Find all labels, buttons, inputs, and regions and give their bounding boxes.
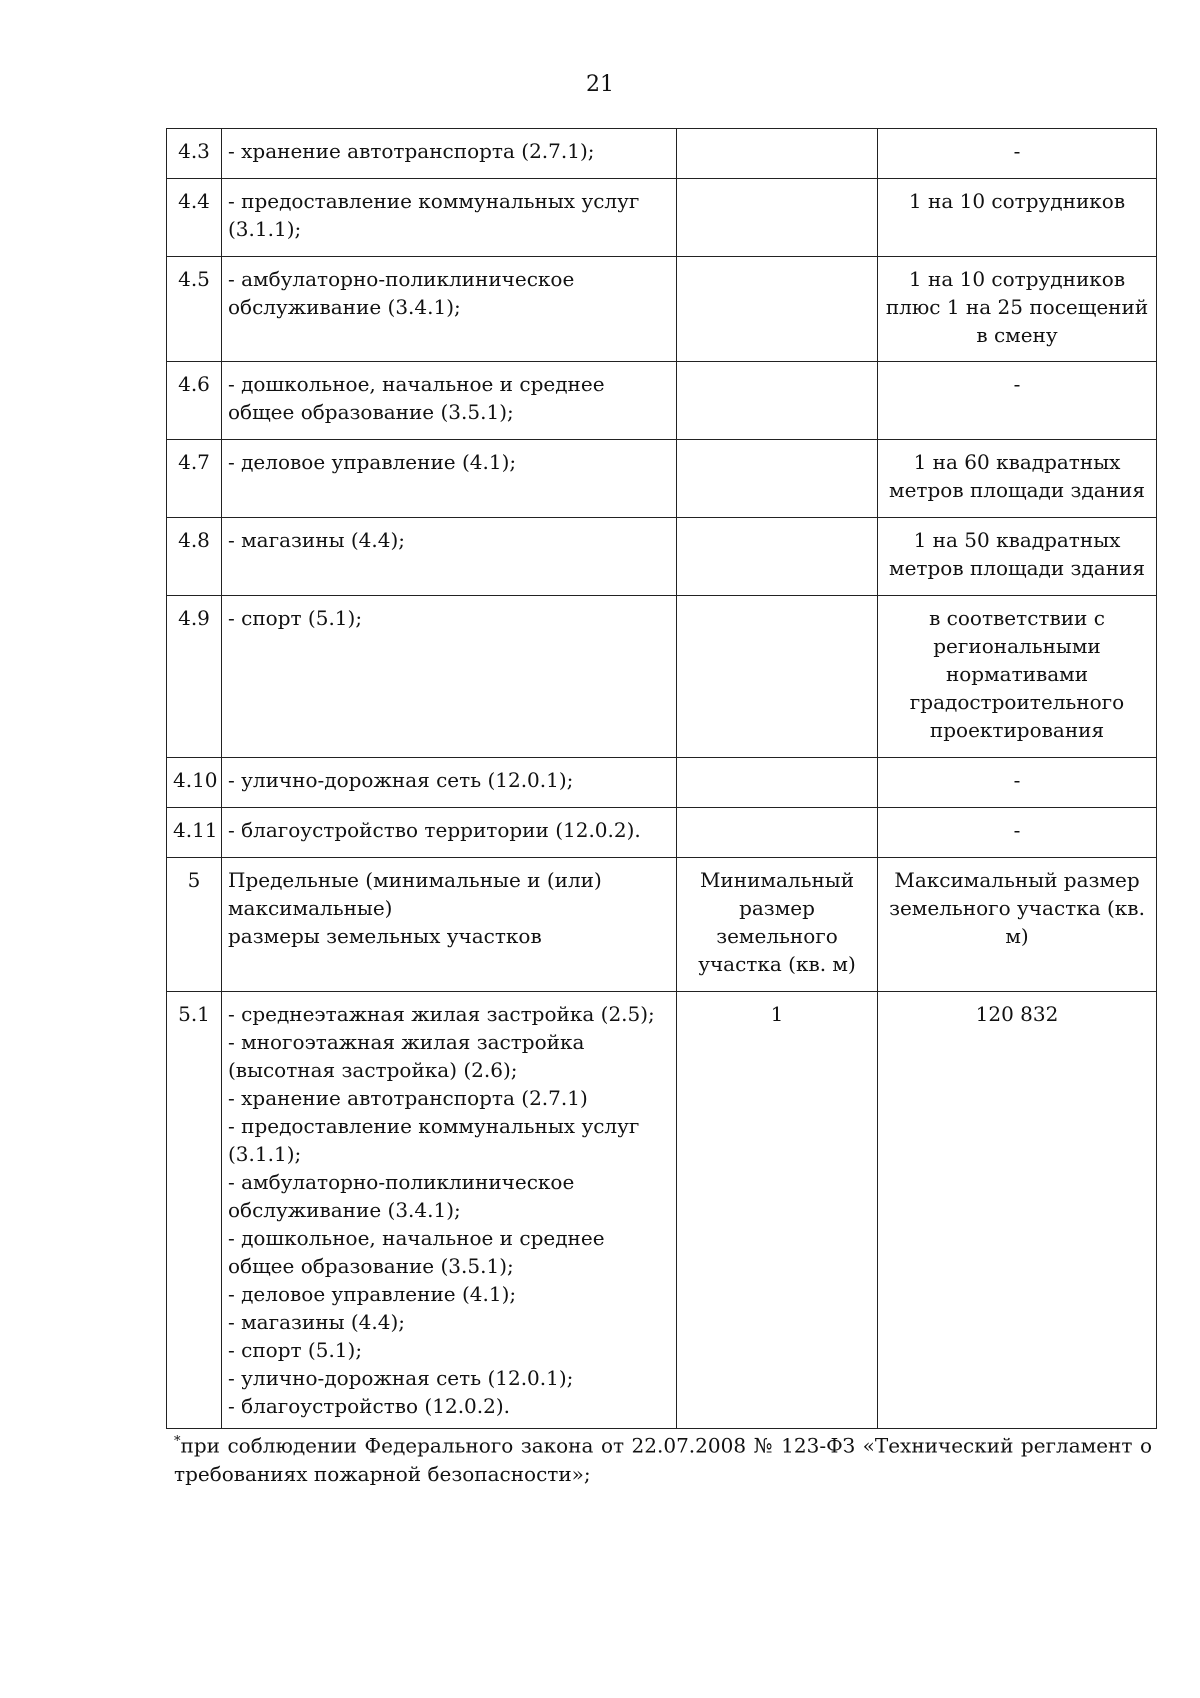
table-row bbox=[167, 518, 1157, 596]
table-row bbox=[167, 129, 1157, 179]
section-header-row bbox=[167, 858, 1157, 992]
row-min-value bbox=[677, 758, 878, 808]
row-min-value bbox=[677, 257, 878, 362]
table-row bbox=[167, 758, 1157, 808]
row-max-value: 1 на 50 квадратных метров площади здания bbox=[878, 518, 1157, 596]
row-number: 4.4 bbox=[167, 179, 222, 257]
row-description: - улично-дорожная сеть (12.0.1); bbox=[222, 758, 677, 808]
description-line: - хранение автотранспорта (2.7.1) bbox=[228, 1086, 588, 1110]
description-line: - амбулаторно-поликлиническое обслуживание (3.4.1); bbox=[228, 1170, 575, 1222]
footnote-marker: * bbox=[174, 1434, 181, 1449]
row-min-value bbox=[677, 808, 878, 858]
row-number: 4.11 bbox=[167, 808, 222, 858]
max-size-header: Максимальный размер земельного участка (кв. м) bbox=[878, 858, 1157, 992]
description-line: - магазины (4.4); bbox=[228, 1310, 405, 1334]
row-number: 4.10 bbox=[167, 758, 222, 808]
section-title-line: максимальные) bbox=[228, 896, 393, 920]
description-line: - среднеэтажная жилая застройка (2.5); bbox=[228, 1002, 655, 1026]
row-max-value: - bbox=[878, 808, 1157, 858]
table-row bbox=[167, 179, 1157, 257]
row-description: - хранение автотранспорта (2.7.1); bbox=[222, 129, 677, 179]
row-min-value: 1 bbox=[677, 992, 878, 1429]
footnote bbox=[174, 1428, 1152, 1488]
section-number: 5 bbox=[167, 858, 222, 992]
row-max-value: - bbox=[878, 129, 1157, 179]
row-number: 4.5 bbox=[167, 257, 222, 362]
row-min-value bbox=[677, 362, 878, 440]
row-max-value: 1 на 10 сотрудников bbox=[878, 179, 1157, 257]
description-line: - благоустройство (12.0.2). bbox=[228, 1394, 511, 1418]
section-title-line: Предельные (минимальные и (или) bbox=[228, 868, 602, 892]
row-min-value bbox=[677, 596, 878, 758]
row-number: 4.9 bbox=[167, 596, 222, 758]
description-line: - дошкольное, начальное и среднее общее образование (3.5.1); bbox=[228, 1226, 605, 1278]
row-description: - благоустройство территории (12.0.2). bbox=[222, 808, 677, 858]
description-line: - спорт (5.1); bbox=[228, 1338, 363, 1362]
row-description bbox=[222, 992, 677, 1429]
row-number: 4.3 bbox=[167, 129, 222, 179]
row-number: 4.6 bbox=[167, 362, 222, 440]
table-row bbox=[167, 362, 1157, 440]
row-description: - амбулаторно-поликлиническое обслуживание (3.4.1); bbox=[222, 257, 677, 362]
table-row bbox=[167, 808, 1157, 858]
description-line: - деловое управление (4.1); bbox=[228, 1282, 517, 1306]
row-min-value bbox=[677, 179, 878, 257]
row-number: 4.8 bbox=[167, 518, 222, 596]
row-max-value: 120 832 bbox=[878, 992, 1157, 1429]
table-row bbox=[167, 596, 1157, 758]
row-max-value: 1 на 60 квадратных метров площади здания bbox=[878, 440, 1157, 518]
row-min-value bbox=[677, 518, 878, 596]
row-max-value: - bbox=[878, 758, 1157, 808]
row-min-value bbox=[677, 440, 878, 518]
row-max-value: 1 на 10 сотрудников плюс 1 на 25 посещений в смену bbox=[878, 257, 1157, 362]
row-max-value: - bbox=[878, 362, 1157, 440]
description-line: - улично-дорожная сеть (12.0.1); bbox=[228, 1366, 574, 1390]
min-size-header: Минимальный размер земельного участка (кв. м) bbox=[677, 858, 878, 992]
row-description: - дошкольное, начальное и среднее общее образование (3.5.1); bbox=[222, 362, 677, 440]
row-number: 5.1 bbox=[167, 992, 222, 1429]
row-description: - спорт (5.1); bbox=[222, 596, 677, 758]
table-row bbox=[167, 440, 1157, 518]
description-line: - многоэтажная жилая застройка (высотная застройка) (2.6); bbox=[228, 1030, 585, 1082]
row-number: 4.7 bbox=[167, 440, 222, 518]
footnote-text: при соблюдении Федерального закона от 22.07.2008 № 123-ФЗ «Технический регламент о требованиях пожарной безопасности»; bbox=[174, 1433, 1152, 1486]
regulations-table bbox=[166, 128, 1157, 1429]
table-row bbox=[167, 257, 1157, 362]
description-line: - предоставление коммунальных услуг (3.1.1); bbox=[228, 1114, 640, 1166]
row-description: - деловое управление (4.1); bbox=[222, 440, 677, 518]
row-max-value: в соответствии с региональными нормативами градостроительного проектирования bbox=[878, 596, 1157, 758]
row-description: - магазины (4.4); bbox=[222, 518, 677, 596]
section-title bbox=[222, 858, 677, 992]
row-min-value bbox=[677, 129, 878, 179]
section-title-line: размеры земельных участков bbox=[228, 924, 542, 948]
table-row bbox=[167, 992, 1157, 1429]
page-number: 21 bbox=[586, 72, 614, 97]
row-description: - предоставление коммунальных услуг (3.1.1); bbox=[222, 179, 677, 257]
